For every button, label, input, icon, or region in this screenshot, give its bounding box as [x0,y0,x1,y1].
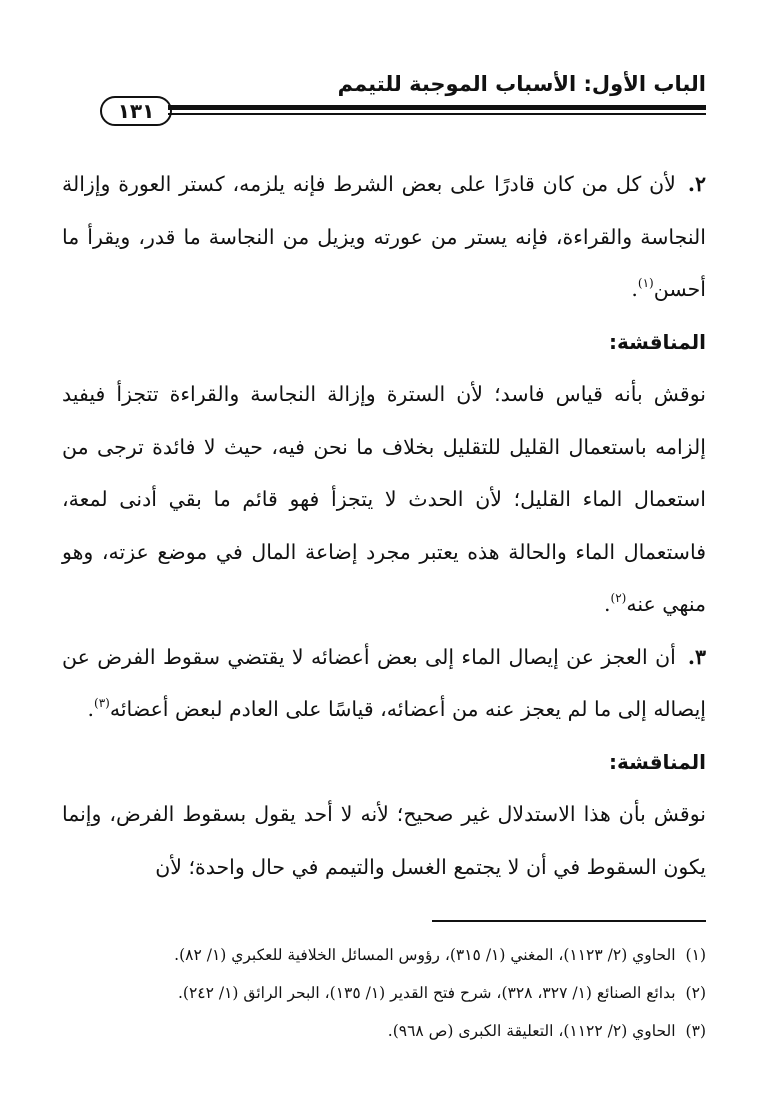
list-item-text: أن العجز عن إيصال الماء إلى بعض أعضائه لا يقتضي سقوط الفرض عن إيصاله إلى ما لم يعجز عنه من أعضائه، قياسًا على العادم لبعض أعضائه [62,644,706,721]
footnotes [62,936,706,1050]
main-text [62,158,706,893]
footnote-item [62,974,706,1012]
footnote-item [62,1012,706,1050]
list-item-2 [62,158,706,316]
sentence-end: . [87,697,95,721]
discussion-paragraph [62,788,706,893]
section-heading: المناقشة: [608,749,706,774]
footnote-ref: (١) [637,276,654,290]
footnote-ref: (٣) [94,696,110,710]
list-item-text: لأن كل من كان قادرًا على بعض الشرط فإنه يلزمه، كستر العورة وإزالة النجاسة والقراءة، فإنه يستر من عورته ويزيل من النجاسة ما قدر، ويقرأ ما أحسن [62,172,706,301]
section-heading: المناقشة: [608,329,706,354]
sentence-end: . [631,277,638,301]
paragraph-text: نوقش بأن هذا الاستدلال غير صحيح؛ لأنه لا أحد يقول بسقوط الفرض، وإنما يكون السقوط في أن لا يجتمع الغسل والتيمم في حال واحدة؛ لأن [62,802,706,879]
page-number: ١٣١ [100,96,172,126]
footnote-number: (٢) [685,984,706,1002]
sentence-end: . [604,592,611,616]
footnote-item [62,936,706,974]
page-header-title: الباب الأول: الأسباب الموجبة للتيمم [337,72,706,96]
footnote-text: الحاوي (٢/ ١١٢٣)، المغني (١/ ٣١٥)، رؤوس المسائل الخلافية للعكبري (١/ ٨٢). [174,946,676,964]
footnote-separator [432,920,706,922]
header-rule-thick [168,105,706,110]
paragraph-text: نوقش بأنه قياس فاسد؛ لأن السترة وإزالة النجاسة والقراءة تتجزأ فيفيد إلزامه باستعمال القليل للتقليل بخلاف ما نحن فيه، حيث لا فائدة ترجى من استعمال الماء القليل؛ لأن الحدث لا يتجزأ فهو قائم ما بقي أدنى لمعة، فاستعمال الماء والحالة هذه يعتبر مجرد إضاعة المال في موضع عزته، وهو منهي عنه [62,382,706,616]
list-item-3 [62,631,706,736]
footnote-text: بدائع الصنائع (١/ ٣٢٧، ٣٢٨)، شرح فتح القدير (١/ ١٣٥)، البحر الرائق (١/ ٢٤٢). [177,984,676,1002]
header-rule [168,103,706,117]
footnote-text: الحاوي (٢/ ١١٢٢)، التعليقة الكبرى (ص ٩٦٨). [387,1022,676,1040]
header-rule-thin [168,113,706,115]
footnote-number: (١) [685,946,706,964]
discussion-paragraph [62,368,706,631]
list-item-number: ٣. [687,644,706,669]
list-item-number: ٢. [687,172,706,196]
footnote-number: (٣) [685,1022,706,1040]
footnote-ref: (٢) [610,591,627,605]
